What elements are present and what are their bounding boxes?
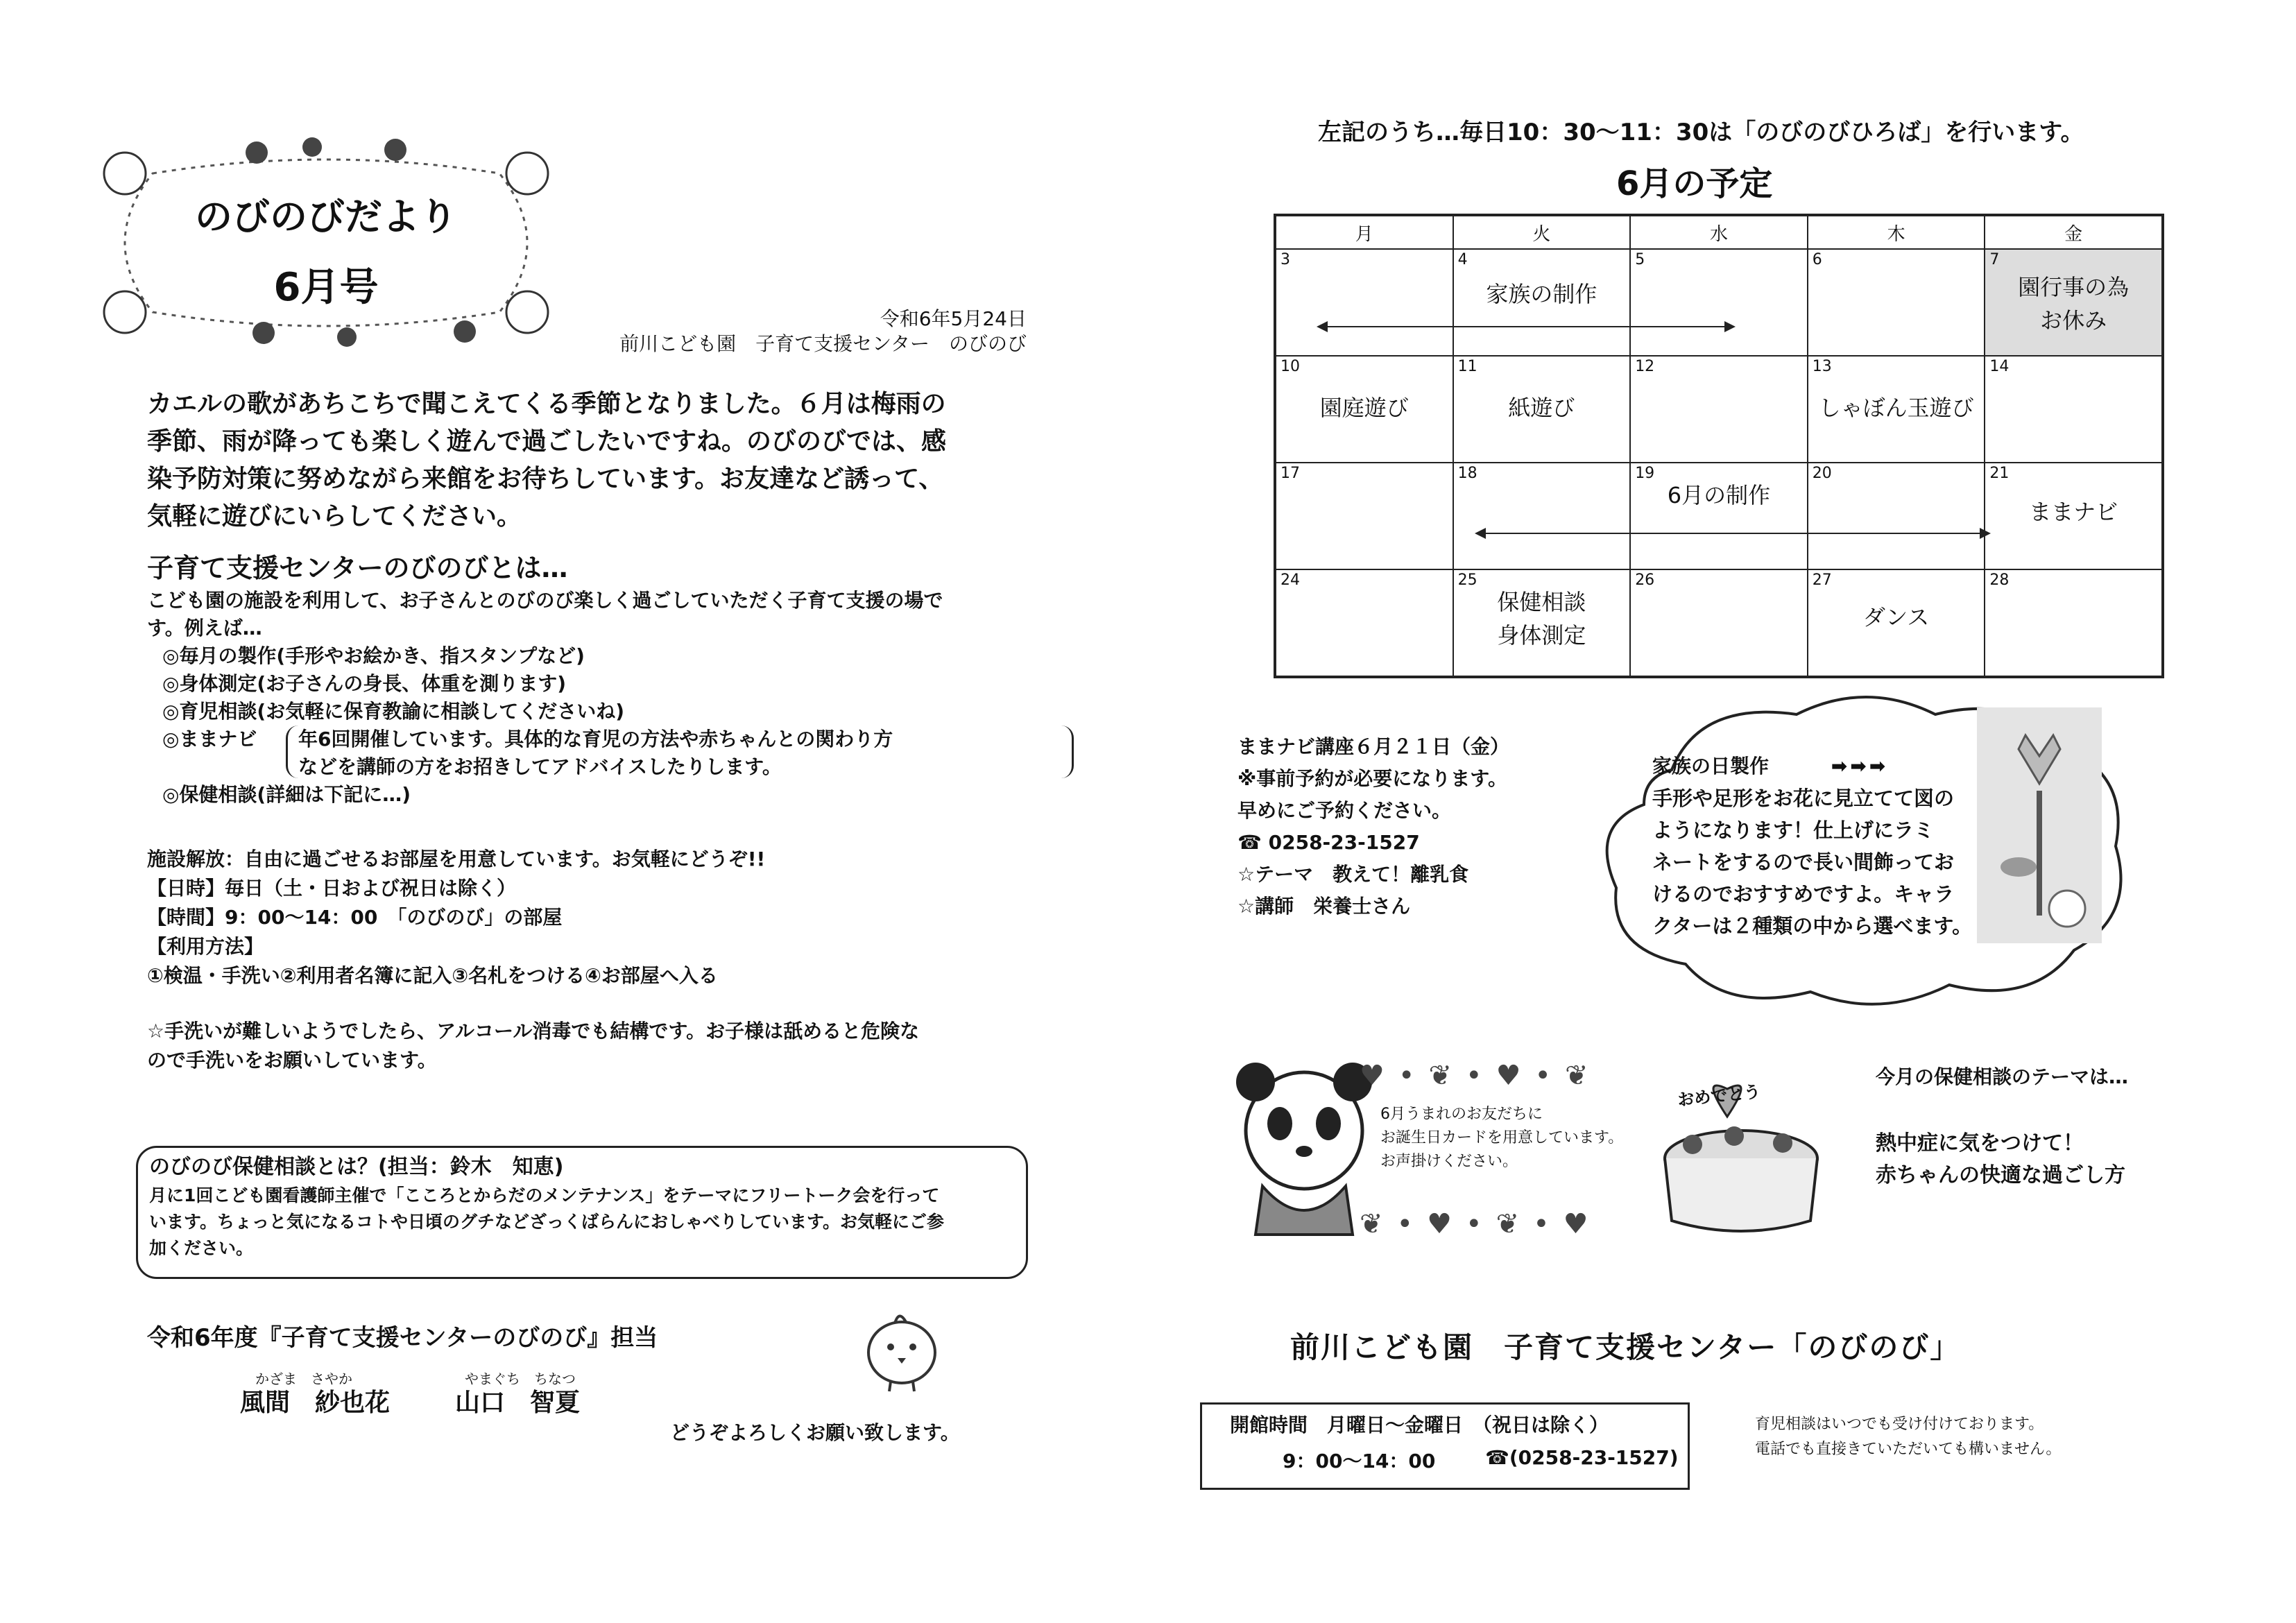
day-number: 4 — [1457, 251, 1468, 268]
staff-heading: 令和6年度『子育て支援センターのびのび』担当 — [147, 1324, 658, 1352]
craft-photo — [1977, 707, 2102, 943]
hours-box — [1200, 1402, 1690, 1490]
intro-line: 染予防対策に努めながら来館をお待ちしています。お友達など誘って、 — [147, 465, 944, 493]
footer-note: 電話でも直接きていただいても構いません。 — [1755, 1441, 2062, 1458]
health-consult-line: 加ください。 — [149, 1238, 254, 1258]
health-theme-lead: 今月の保健相談のテーマは… — [1876, 1065, 2129, 1088]
mamanavi-item — [162, 725, 943, 781]
facility-line: 【時間】9：00～14：00 「のびのび」の部屋 — [147, 906, 563, 929]
event-hoken-1: 保健相談 — [1497, 589, 1586, 615]
about-item: ◎育児相談(お気軽に保育教諭に相談してくださいね) — [162, 700, 625, 723]
calendar-cell — [1808, 356, 1985, 463]
span-arrow-week1 — [1318, 326, 1734, 327]
hearts-border-top: ♥•❦•♥•❦ — [1360, 1060, 1602, 1092]
birthday-line: 6月うまれのお友だちに — [1380, 1106, 1543, 1123]
hours-tel: ☎(0258-23-1527) — [1485, 1446, 1679, 1469]
mamanavi-info-line: 早めにご予約ください。 — [1237, 799, 1452, 822]
day-number: 18 — [1457, 465, 1477, 482]
mamanavi-line: 年6回開催しています。具体的な育児の方法や赤ちゃんとの関わり方 — [298, 728, 893, 750]
health-consult-line: います。ちょっと気になるコトや日頃のグチなどざっくばらんにおしゃべりしています。お気軽にご参 — [149, 1212, 945, 1232]
weekday-header: 金 — [1985, 216, 2162, 249]
health-theme-line: 赤ちゃんの快適な過ごし方 — [1876, 1163, 2125, 1187]
event-kami: 紙遊び — [1508, 395, 1575, 421]
flower-frame-decoration — [76, 132, 576, 354]
event-rokugatsu: 6月の制作 — [1667, 482, 1771, 508]
health-consult-box — [136, 1146, 1028, 1279]
cloud-line: ネートをするので長い間飾ってお — [1652, 850, 1955, 874]
health-theme-line: 熱中症に気をつけて！ — [1876, 1131, 2084, 1156]
facility-line: 施設解放：自由に過ごせるお部屋を用意しています。お気軽にどうぞ!! — [147, 848, 766, 870]
cloud-line: クターは２種類の中から選べます。 — [1652, 914, 1973, 938]
mamanavi-info-line: ※事前予約が必要になります。 — [1237, 767, 1507, 790]
day-number: 7 — [1989, 251, 2000, 268]
weekday-header: 木 — [1808, 216, 1985, 249]
calendar-cell-holiday — [1985, 249, 2162, 356]
footer-note: 育児相談はいつでも受け付けております。 — [1755, 1416, 2044, 1433]
cloud-line: 手形や足形をお花に見立てて図の — [1652, 787, 1955, 810]
event-oyasumi-1: 園行事の為 — [2018, 274, 2130, 300]
mamanavi-info-line: ☆講師 栄養士さん — [1237, 895, 1411, 918]
day-number: 24 — [1280, 572, 1300, 589]
cloud-line: ようになります！仕上げにラミ — [1652, 818, 1935, 842]
weekday-header: 水 — [1630, 216, 1808, 249]
mamanavi-label: ◎ままナビ — [162, 728, 257, 750]
about-item: ◎保健相談(詳細は下記に…) — [162, 783, 411, 806]
day-number: 14 — [1989, 358, 2010, 375]
mamanavi-info — [1237, 731, 1509, 922]
day-number: 25 — [1457, 572, 1477, 589]
about-item: ◎毎月の製作(手形やお絵かき、指スタンプなど) — [162, 644, 585, 667]
calendar-cell — [1276, 463, 1453, 569]
newsletter-title: のびのびだより — [195, 195, 457, 239]
about-line: す。例えば… — [147, 617, 262, 639]
birthday-text — [1380, 1103, 1623, 1174]
title-frame — [76, 132, 576, 354]
day-number: 5 — [1635, 251, 1645, 268]
hours-label: 開館時間 月曜日～金曜日 （祝日は除く） — [1230, 1414, 1609, 1436]
staff-ruby-2: やまぐち ちなつ — [465, 1371, 576, 1387]
june-calendar — [1274, 214, 2164, 678]
handwash-note — [147, 1017, 919, 1075]
event-mamanavi: ままナビ — [2029, 499, 2118, 525]
calendar-title: 6月の予定 — [1616, 164, 1773, 203]
event-hoken-2: 身体測定 — [1497, 622, 1586, 649]
hearts-border-bottom: ❦•♥•❦•♥ — [1360, 1208, 1602, 1240]
event-shabon: しゃぼん玉遊び — [1818, 395, 1974, 421]
facility-section — [147, 845, 765, 990]
calendar-cell — [1276, 356, 1453, 463]
calendar-cell — [1453, 249, 1631, 356]
day-number: 19 — [1635, 465, 1655, 482]
arrow-icons: ➡➡➡ — [1831, 755, 1889, 778]
org-line: 前川こども園 子育て支援センター のびのび — [619, 332, 1027, 355]
staff-name-2: 山口 智夏 — [455, 1389, 581, 1417]
calendar-cell — [1985, 463, 2162, 569]
day-number: 20 — [1812, 465, 1832, 482]
calendar-cell — [1808, 569, 1985, 676]
intro-line: 季節、雨が降っても楽しく遊んで過ごしたいですね。のびのびでは、感 — [147, 427, 947, 456]
intro-line: 気軽に遊びにいらしてください。 — [147, 502, 522, 531]
facility-line: 【日時】毎日（土・日および祝日は除く） — [147, 877, 517, 900]
about-section — [147, 549, 943, 809]
calendar-cell — [1276, 569, 1453, 676]
cloud-text — [1652, 750, 1972, 942]
mamanavi-info-line: ☎ 0258-23-1527 — [1237, 831, 1420, 854]
day-number: 12 — [1635, 358, 1655, 375]
issue-label: 6月号 — [273, 265, 379, 310]
mamanavi-info-line: ☆テーマ 教えて！離乳食 — [1237, 863, 1469, 886]
day-number: 13 — [1812, 358, 1832, 375]
facility-line: 【利用方法】 — [147, 935, 264, 958]
calendar-cell — [1453, 356, 1631, 463]
birthday-line: お誕生日カードを用意しています。 — [1380, 1129, 1624, 1147]
health-consult-line: 月に1回こども園看護師主催で「こころとからだのメンテナンス」をテーマにフリートーク会を行って — [149, 1185, 940, 1205]
about-item: ◎身体測定(お子さんの身長、体重を測ります) — [162, 672, 567, 695]
calendar-cell — [1985, 569, 2162, 676]
day-number: 6 — [1812, 251, 1822, 268]
staff-name-1: 風間 紗也花 — [240, 1389, 391, 1417]
health-consult-title: のびのび保健相談とは？(担当：鈴木 知恵) — [149, 1155, 564, 1179]
calendar-cell — [1276, 249, 1453, 356]
weekday-header: 火 — [1453, 216, 1631, 249]
day-number: 3 — [1280, 251, 1290, 268]
day-number: 27 — [1812, 572, 1832, 589]
issue-date: 令和6年5月24日 — [880, 307, 1027, 330]
calendar-cell — [1630, 569, 1808, 676]
calendar-cell — [1630, 463, 1808, 569]
birthday-line: お声掛けください。 — [1380, 1153, 1518, 1170]
health-theme — [1876, 1061, 2128, 1192]
about-heading: 子育て支援センターのびのびとは… — [147, 553, 568, 583]
day-number: 21 — [1989, 465, 2010, 482]
hiroba-notice: 左記のうち…毎日10：30～11：30は「のびのびひろば」を行います。 — [1318, 119, 2084, 146]
event-kazoku: 家族の制作 — [1486, 281, 1597, 307]
mamanavi-info-line: ままナビ講座６月２１日（金） — [1237, 735, 1510, 758]
chick-illustration — [860, 1304, 943, 1394]
calendar-cell — [1808, 463, 1985, 569]
cloud-title: 家族の日製作 — [1652, 755, 1770, 778]
mamanavi-line: などを講師の方をお招きしてアドバイスしたりします。 — [298, 755, 782, 778]
calendar-cell — [1453, 569, 1631, 676]
day-number: 26 — [1635, 572, 1655, 589]
span-arrow-week3 — [1476, 533, 1989, 534]
cloud-line: けるのでおすすめですよ。キャラ — [1652, 882, 1955, 906]
about-line: こども園の施設を利用して、お子さんとのびのび楽しく過ごしていただく子育て支援の場で — [147, 589, 943, 612]
facility-line: ①検温・手洗い②利用者名簿に記入③名札をつける④お部屋へ入る — [147, 964, 718, 987]
footer-notes — [1755, 1412, 2061, 1462]
footer-org: 前川こども園 子育て支援センター「のびのび」 — [1290, 1330, 1961, 1364]
day-number: 11 — [1457, 358, 1477, 375]
day-number: 28 — [1989, 572, 2010, 589]
calendar-cell — [1808, 249, 1985, 356]
hours-value: 9：00～14：00 — [1283, 1450, 1436, 1472]
calendar-cell — [1630, 356, 1808, 463]
event-oyasumi-2: お休み — [2040, 307, 2107, 334]
day-number: 17 — [1280, 465, 1300, 482]
cake-label: おめでとう — [1677, 1081, 1762, 1110]
flower-craft-icon — [1977, 707, 2102, 943]
staff-ruby-1: かざま さやか — [255, 1371, 352, 1387]
calendar-cell — [1985, 356, 2162, 463]
day-number: 10 — [1280, 358, 1300, 375]
event-entei: 園庭遊び — [1319, 395, 1409, 421]
calendar-cell — [1453, 463, 1631, 569]
weekday-header: 月 — [1276, 216, 1453, 249]
intro-paragraph — [147, 386, 946, 535]
closing-line: どうぞよろしくお願い致します。 — [670, 1421, 960, 1444]
handwash-line: ☆手洗いが難しいようでしたら、アルコール消毒でも結構です。お子様は舐めると危険な — [147, 1020, 920, 1042]
handwash-line: ので手洗いをお願いしています。 — [147, 1049, 437, 1072]
event-dance: ダンス — [1862, 604, 1930, 630]
intro-line: カエルの歌があちこちで聞こえてくる季節となりました。６月は梅雨の — [147, 390, 946, 418]
calendar-cell — [1630, 249, 1808, 356]
